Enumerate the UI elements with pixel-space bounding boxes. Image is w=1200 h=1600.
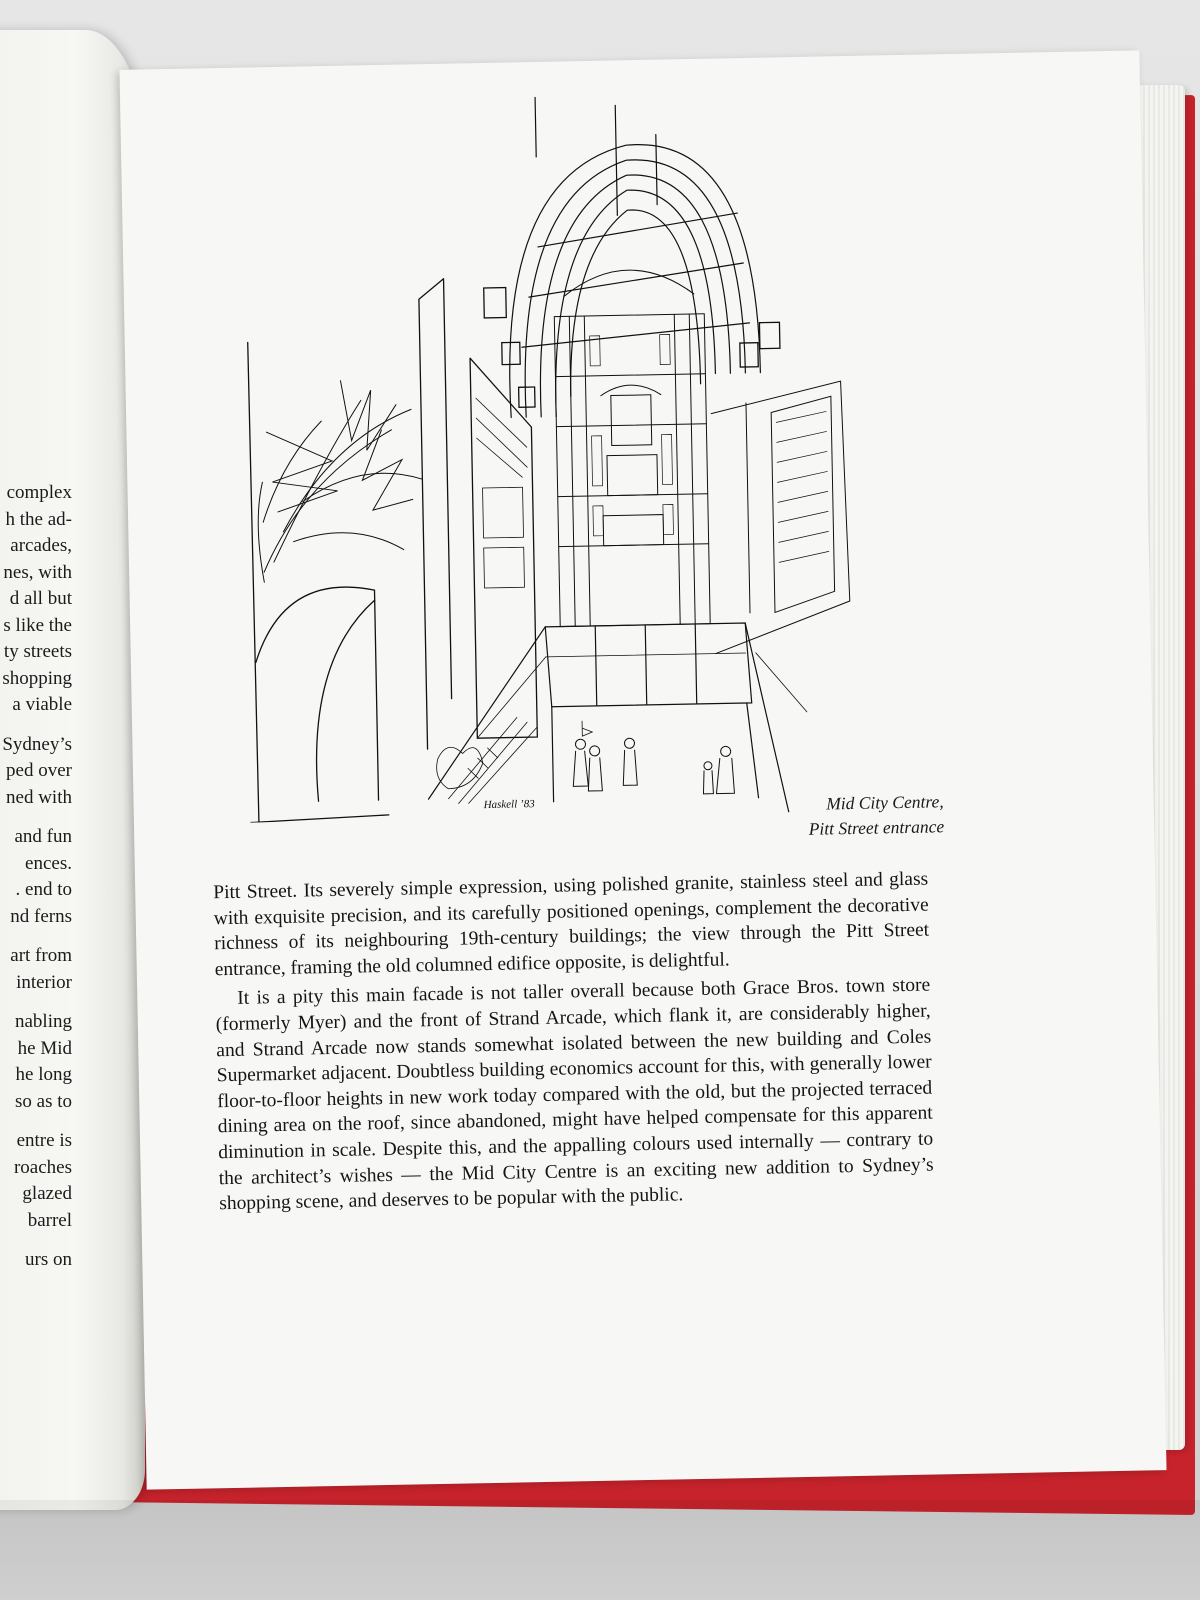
right-page bbox=[119, 50, 1166, 1489]
left-page-line: he long bbox=[15, 1064, 72, 1085]
left-page-gap bbox=[0, 811, 140, 824]
mid-city-centre-sketch bbox=[235, 91, 869, 823]
left-page-line: roaches bbox=[13, 1156, 72, 1178]
sketch-signature: Haskell ’83 bbox=[483, 798, 535, 812]
left-page-line: d all but bbox=[9, 588, 72, 609]
left-page-line: art from bbox=[10, 945, 72, 966]
left-page-line: nabling bbox=[15, 1011, 72, 1032]
caption-line-1: Mid City Centre, bbox=[826, 791, 944, 814]
body-paragraph-1: Pitt Street. Its severely simple expression, using polished granite, stainless steel and glass with exquisite precision, and its carefully positioned openings, complement the decorative richness of its neighbouring 19th-century buildings; the view through the Pitt Street entrance, framing the old columned edifice opposite, is delightful. bbox=[213, 868, 930, 981]
left-page-line: shopping bbox=[2, 667, 72, 689]
left-page-line: so as to bbox=[15, 1090, 72, 1112]
left-page-line: a viable bbox=[12, 694, 72, 715]
left-page-line: complex bbox=[6, 482, 72, 503]
left-page-line: entre is bbox=[16, 1130, 72, 1151]
left-page-line: . end to bbox=[15, 879, 72, 900]
left-page-line: urs on bbox=[25, 1249, 72, 1270]
left-page-line: arcades, bbox=[10, 535, 72, 556]
left-page-gap bbox=[0, 930, 140, 943]
left-page-line: h the ad- bbox=[5, 508, 72, 530]
left-page-line: he Mid bbox=[17, 1037, 72, 1059]
left-page-gap bbox=[0, 1234, 140, 1247]
left-page-line: barrel bbox=[27, 1209, 72, 1231]
left-page-line: and fun bbox=[14, 826, 72, 847]
body-paragraph-2: It is a pity this main facade is not taller overall because both Grace Bros. town store (formerly Myer) and the front of Strand Arcade, which flank it, are considerably higher, and Strand Arcade now stands somewhat isolated between the new building and Coles Supermarket adjacent. Doubtless building economics account for this, with generally lower floor-to-floor heights in new work today compared with the old, but the projected terraced dining area on the roof, since abandoned, might have helped compensate for this apparent diminution in scale. Despite this, and the appalling colours used internally — contrary to the architect’s wishes — the Mid City Centre is an exciting new addition to Sydney’s shopping scene, and deserves to be popular with the public. bbox=[215, 974, 934, 1215]
left-page-line: interior bbox=[16, 971, 72, 993]
left-page-line: ped over bbox=[6, 760, 72, 781]
left-page-line: nd ferns bbox=[10, 905, 72, 927]
left-page-text bbox=[0, 480, 140, 1274]
table-shadow bbox=[0, 1500, 1200, 1600]
left-page-line: ty streets bbox=[3, 641, 72, 662]
left-page-line: Sydney’s bbox=[2, 733, 72, 755]
caption-line-2: Pitt Street entrance bbox=[808, 816, 945, 839]
left-page-line: glazed bbox=[22, 1183, 72, 1204]
figure-caption bbox=[753, 789, 944, 843]
left-page-line: nes, with bbox=[3, 561, 72, 583]
left-page-gap bbox=[0, 1115, 140, 1128]
left-page-line: s like the bbox=[3, 614, 72, 636]
left-page-gap bbox=[0, 719, 140, 732]
left-page-line: ences. bbox=[25, 852, 72, 874]
left-page-gap bbox=[0, 996, 140, 1009]
left-page-line: ned with bbox=[6, 786, 72, 808]
body-text bbox=[213, 867, 934, 1217]
